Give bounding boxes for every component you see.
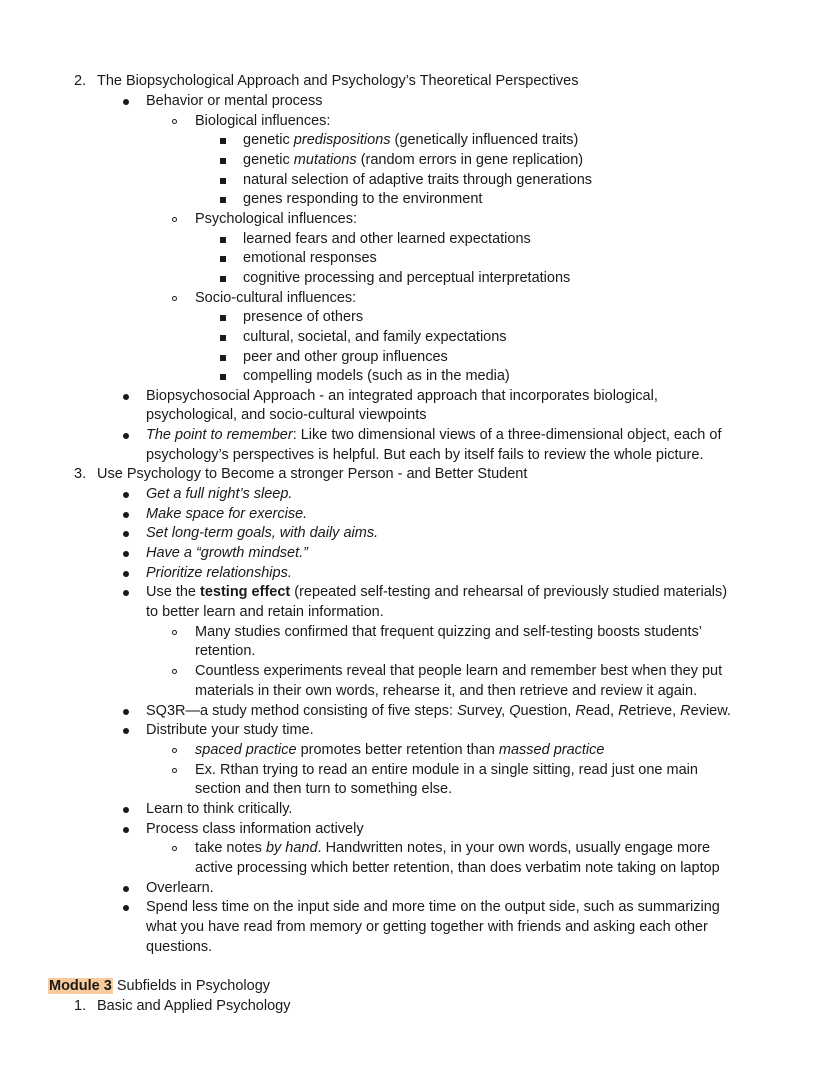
bio-heading: Biological influences:	[195, 113, 331, 129]
section-3-number: 3.	[74, 466, 87, 482]
bullet-dot	[123, 492, 129, 498]
bullet-circle	[172, 217, 177, 222]
psy-item-fears: learned fears and other learned expectations	[243, 231, 531, 247]
bullet-circle	[172, 119, 177, 124]
section-2-title: The Biopsychological Approach and Psychology’s Theoretical Perspectives	[97, 73, 579, 89]
biopsychosocial-line-1: Biopsychosocial Approach - an integrated approach that incorporates biological,	[146, 388, 658, 404]
notes-line-2: active processing which better retention, than does verbatim note taking on laptop	[195, 860, 720, 876]
bullet-square	[220, 335, 226, 341]
bio-item-mutations: genetic mutations (random errors in gene replication)	[243, 152, 584, 168]
bullet-square	[220, 355, 226, 361]
tip-exercise: Make space for exercise.	[146, 506, 308, 522]
bullet-dot	[123, 571, 129, 577]
critical-thinking-item: Learn to think critically.	[146, 801, 293, 817]
bullet-square	[220, 197, 226, 203]
bullet-circle	[172, 748, 177, 753]
spend-less-line-1: Spend less time on the input side and more time on the output side, such as summarizing	[146, 899, 720, 915]
bio-item-genes: genes responding to the environment	[243, 191, 483, 207]
psy-item-cognitive: cognitive processing and perceptual interpretations	[243, 270, 571, 286]
bullet-square	[220, 158, 226, 164]
bullet-square	[220, 374, 226, 380]
bullet-square	[220, 178, 226, 184]
studies-line-2: retention.	[195, 643, 256, 659]
testing-effect-line-1: Use the testing effect (repeated self-testing and rehearsal of previously studied materials)	[146, 584, 728, 600]
studies-line-1: Many studies confirmed that frequent quizzing and self-testing boosts students’	[195, 624, 702, 640]
soc-item-cultural: cultural, societal, and family expectations	[243, 329, 507, 345]
bullet-dot	[123, 827, 129, 833]
tip-sleep: Get a full night’s sleep.	[146, 486, 293, 502]
distribute-item: Distribute your study time.	[146, 722, 314, 738]
bullet-dot	[123, 394, 129, 400]
bullet-dot	[123, 531, 129, 537]
tip-goals: Set long-term goals, with daily aims.	[146, 525, 379, 541]
module-3-item-basic-applied: Basic and Applied Psychology	[97, 998, 291, 1014]
process-actively-item: Process class information actively	[146, 821, 364, 837]
bullet-square	[220, 138, 226, 144]
soc-item-peer: peer and other group influences	[243, 349, 448, 365]
behavior-item: Behavior or mental process	[146, 93, 323, 109]
example-line-1: Ex. Rthan trying to read an entire module in a single sitting, read just one main	[195, 762, 698, 778]
bio-item-predispositions: genetic predispositions (genetically influenced traits)	[243, 132, 579, 148]
point-to-remember-line-2: psychology’s perspectives is helpful. But each by itself fails to review the whole picture.	[146, 447, 704, 463]
spend-less-line-3: questions.	[146, 939, 213, 955]
bullet-dot	[123, 512, 129, 518]
spend-less-line-2: what you have read from memory or getting together with friends and asking each other	[146, 919, 708, 935]
bullet-dot	[123, 590, 129, 596]
bullet-dot	[123, 99, 129, 105]
module-label-highlight: Module 3	[49, 978, 112, 994]
biopsychosocial-line-2: psychological, and socio-cultural viewpoints	[146, 407, 427, 423]
notes-line-1: take notes by hand. Handwritten notes, in your own words, usually engage more	[195, 840, 711, 856]
sq3r-item: SQ3R—a study method consisting of five steps: Survey, Question, Read, Retrieve, Review.	[146, 703, 731, 719]
example-line-2: section and then turn to something else.	[195, 781, 453, 797]
psy-heading: Psychological influences:	[195, 211, 358, 227]
spaced-practice-item: spaced practice promotes better retention than massed practice	[195, 742, 605, 758]
soc-item-presence: presence of others	[243, 309, 364, 325]
testing-effect-line-2: to better learn and retain information.	[146, 604, 384, 620]
bullet-square	[220, 237, 226, 243]
psy-item-emotional: emotional responses	[243, 250, 377, 266]
bullet-circle	[172, 630, 177, 635]
bullet-dot	[123, 905, 129, 911]
bullet-circle	[172, 768, 177, 773]
overlearn-item: Overlearn.	[146, 880, 214, 896]
module-3-item-number: 1.	[74, 998, 87, 1014]
bullet-dot	[123, 807, 129, 813]
experiments-line-1: Countless experiments reveal that people learn and remember best when they put	[195, 663, 723, 679]
bullet-dot	[123, 728, 129, 734]
point-to-remember-line-1: The point to remember: Like two dimensional views of a three-dimensional object, each of	[146, 427, 722, 443]
bio-item-selection: natural selection of adaptive traits through generations	[243, 172, 593, 188]
section-2-number: 2.	[74, 73, 87, 89]
bullet-dot	[123, 709, 129, 715]
bullet-square	[220, 256, 226, 262]
bullet-dot	[123, 886, 129, 892]
module-3-heading: Module 3 Subfields in Psychology	[49, 978, 271, 994]
tip-mindset: Have a “growth mindset.”	[146, 545, 308, 561]
bullet-circle	[172, 296, 177, 301]
bullet-square	[220, 315, 226, 321]
experiments-line-2: materials in their own words, rehearse it, and then retrieve and review it again.	[195, 683, 698, 699]
bullet-circle	[172, 669, 177, 674]
section-3-title: Use Psychology to Become a stronger Person - and Better Student	[97, 466, 528, 482]
bullet-dot	[123, 551, 129, 557]
soc-item-models: compelling models (such as in the media)	[243, 368, 510, 384]
soc-heading: Socio-cultural influences:	[195, 290, 357, 306]
bullet-dot	[123, 433, 129, 439]
tip-relationships: Prioritize relationships.	[146, 565, 292, 581]
bullet-circle	[172, 846, 177, 851]
bullet-square	[220, 276, 226, 282]
